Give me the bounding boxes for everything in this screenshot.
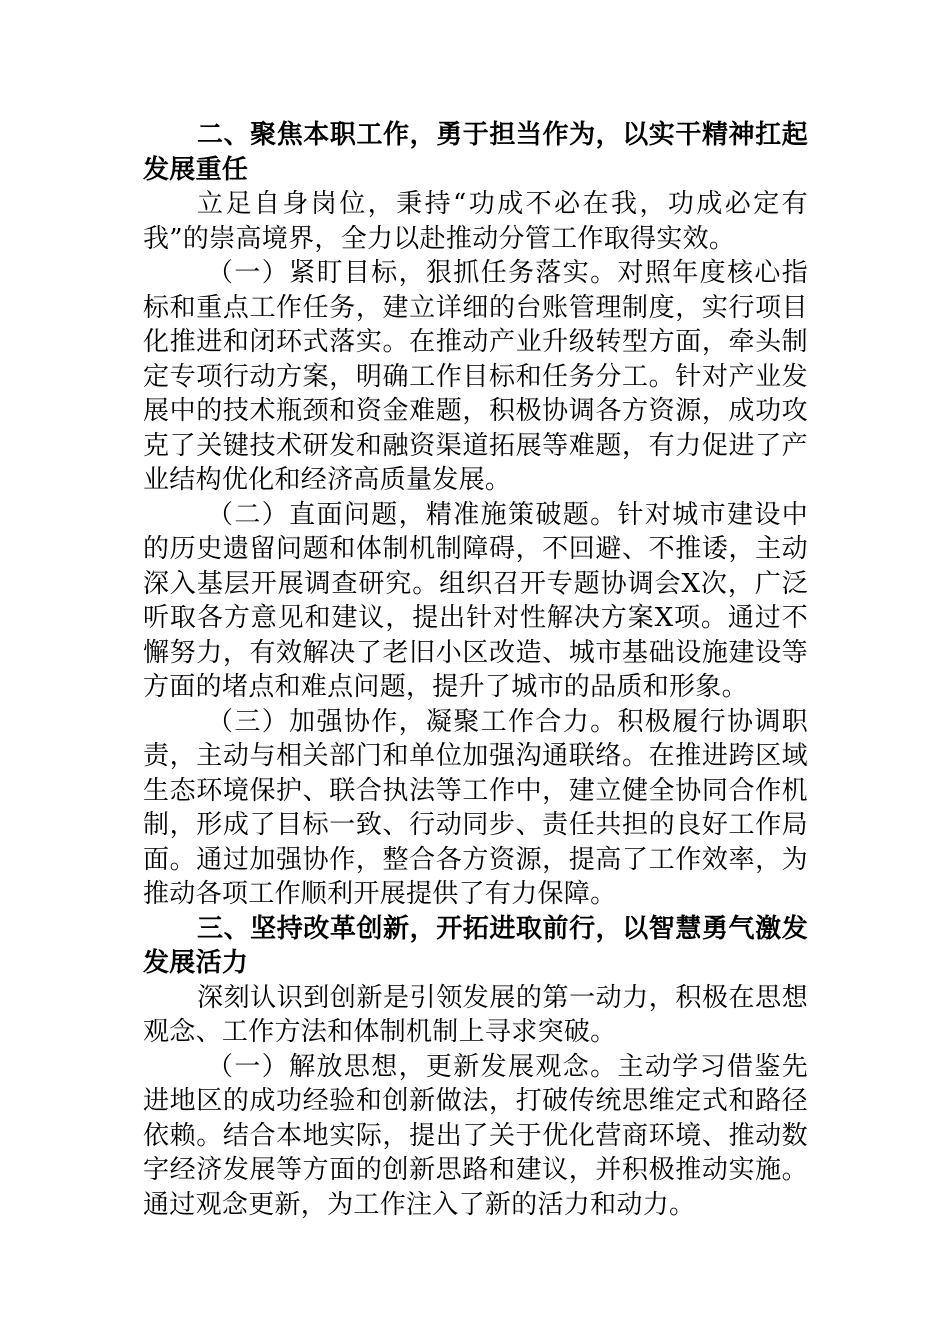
subsection-paragraph-1: （一）解放思想，更新发展观念。主动学习借鉴先进地区的成功经验和创新做法，打破传统思维定式和路径依赖。结合本地实际，提出了关于优化营商环境、推动数字经济发展等方面的创新思路和建议，并积极推动实施。通过观念更新，为工作注入了新的活力和动力。 xyxy=(143,1051,808,1220)
subsection-paragraph-3: （三）加强协作，凝聚工作合力。积极履行协调职责，主动与相关部门和单位加强沟通联络。在推进跨区域生态环境保护、联合执法等工作中，建立健全协同合作机制，形成了目标一致、行动同步、责任共担的良好工作局面。通过加强协作，整合各方资源，提高了工作效率，为推动各项工作顺利开展提供了有力保障。 xyxy=(143,706,808,909)
section-heading-2: 二、聚焦本职工作，勇于担当作为，以实干精神扛起发展重任 xyxy=(143,120,808,185)
subsection-paragraph-1: （一）紧盯目标，狠抓任务落实。对照年度核心指标和重点工作任务，建立详细的台账管理制度，实行项目化推进和闭环式落实。在推动产业升级转型方面，牵头制定专项行动方案，明确工作目标和任务分工。针对产业发展中的技术瓶颈和资金难题，积极协调各方资源，成功攻克了关键技术研发和融资渠道拓展等难题，有力促进了产业结构优化和经济高质量发展。 xyxy=(143,258,808,495)
subsection-paragraph-2: （二）直面问题，精准施策破题。针对城市建设中的历史遗留问题和体制机制障碍，不回避、不推诿，主动深入基层开展调查研究。组织召开专题协调会X次，广泛听取各方意见和建议，提出针对性解决方案X项。通过不懈努力，有效解决了老旧小区改造、城市基础设施建设等方面的堵点和难点问题，提升了城市的品质和形象。 xyxy=(143,499,808,702)
section-heading-3: 三、坚持改革创新，开拓进取前行，以智慧勇气激发发展活力 xyxy=(143,913,808,978)
section-intro-paragraph: 深刻认识到创新是引领发展的第一动力，积极在思想观念、工作方法和体制机制上寻求突破。 xyxy=(143,982,808,1047)
section-intro-paragraph: 立足自身岗位，秉持“功成不必在我，功成必定有我”的崇高境界，全力以赴推动分管工作取得实效。 xyxy=(143,189,808,254)
document-body xyxy=(143,118,808,1222)
